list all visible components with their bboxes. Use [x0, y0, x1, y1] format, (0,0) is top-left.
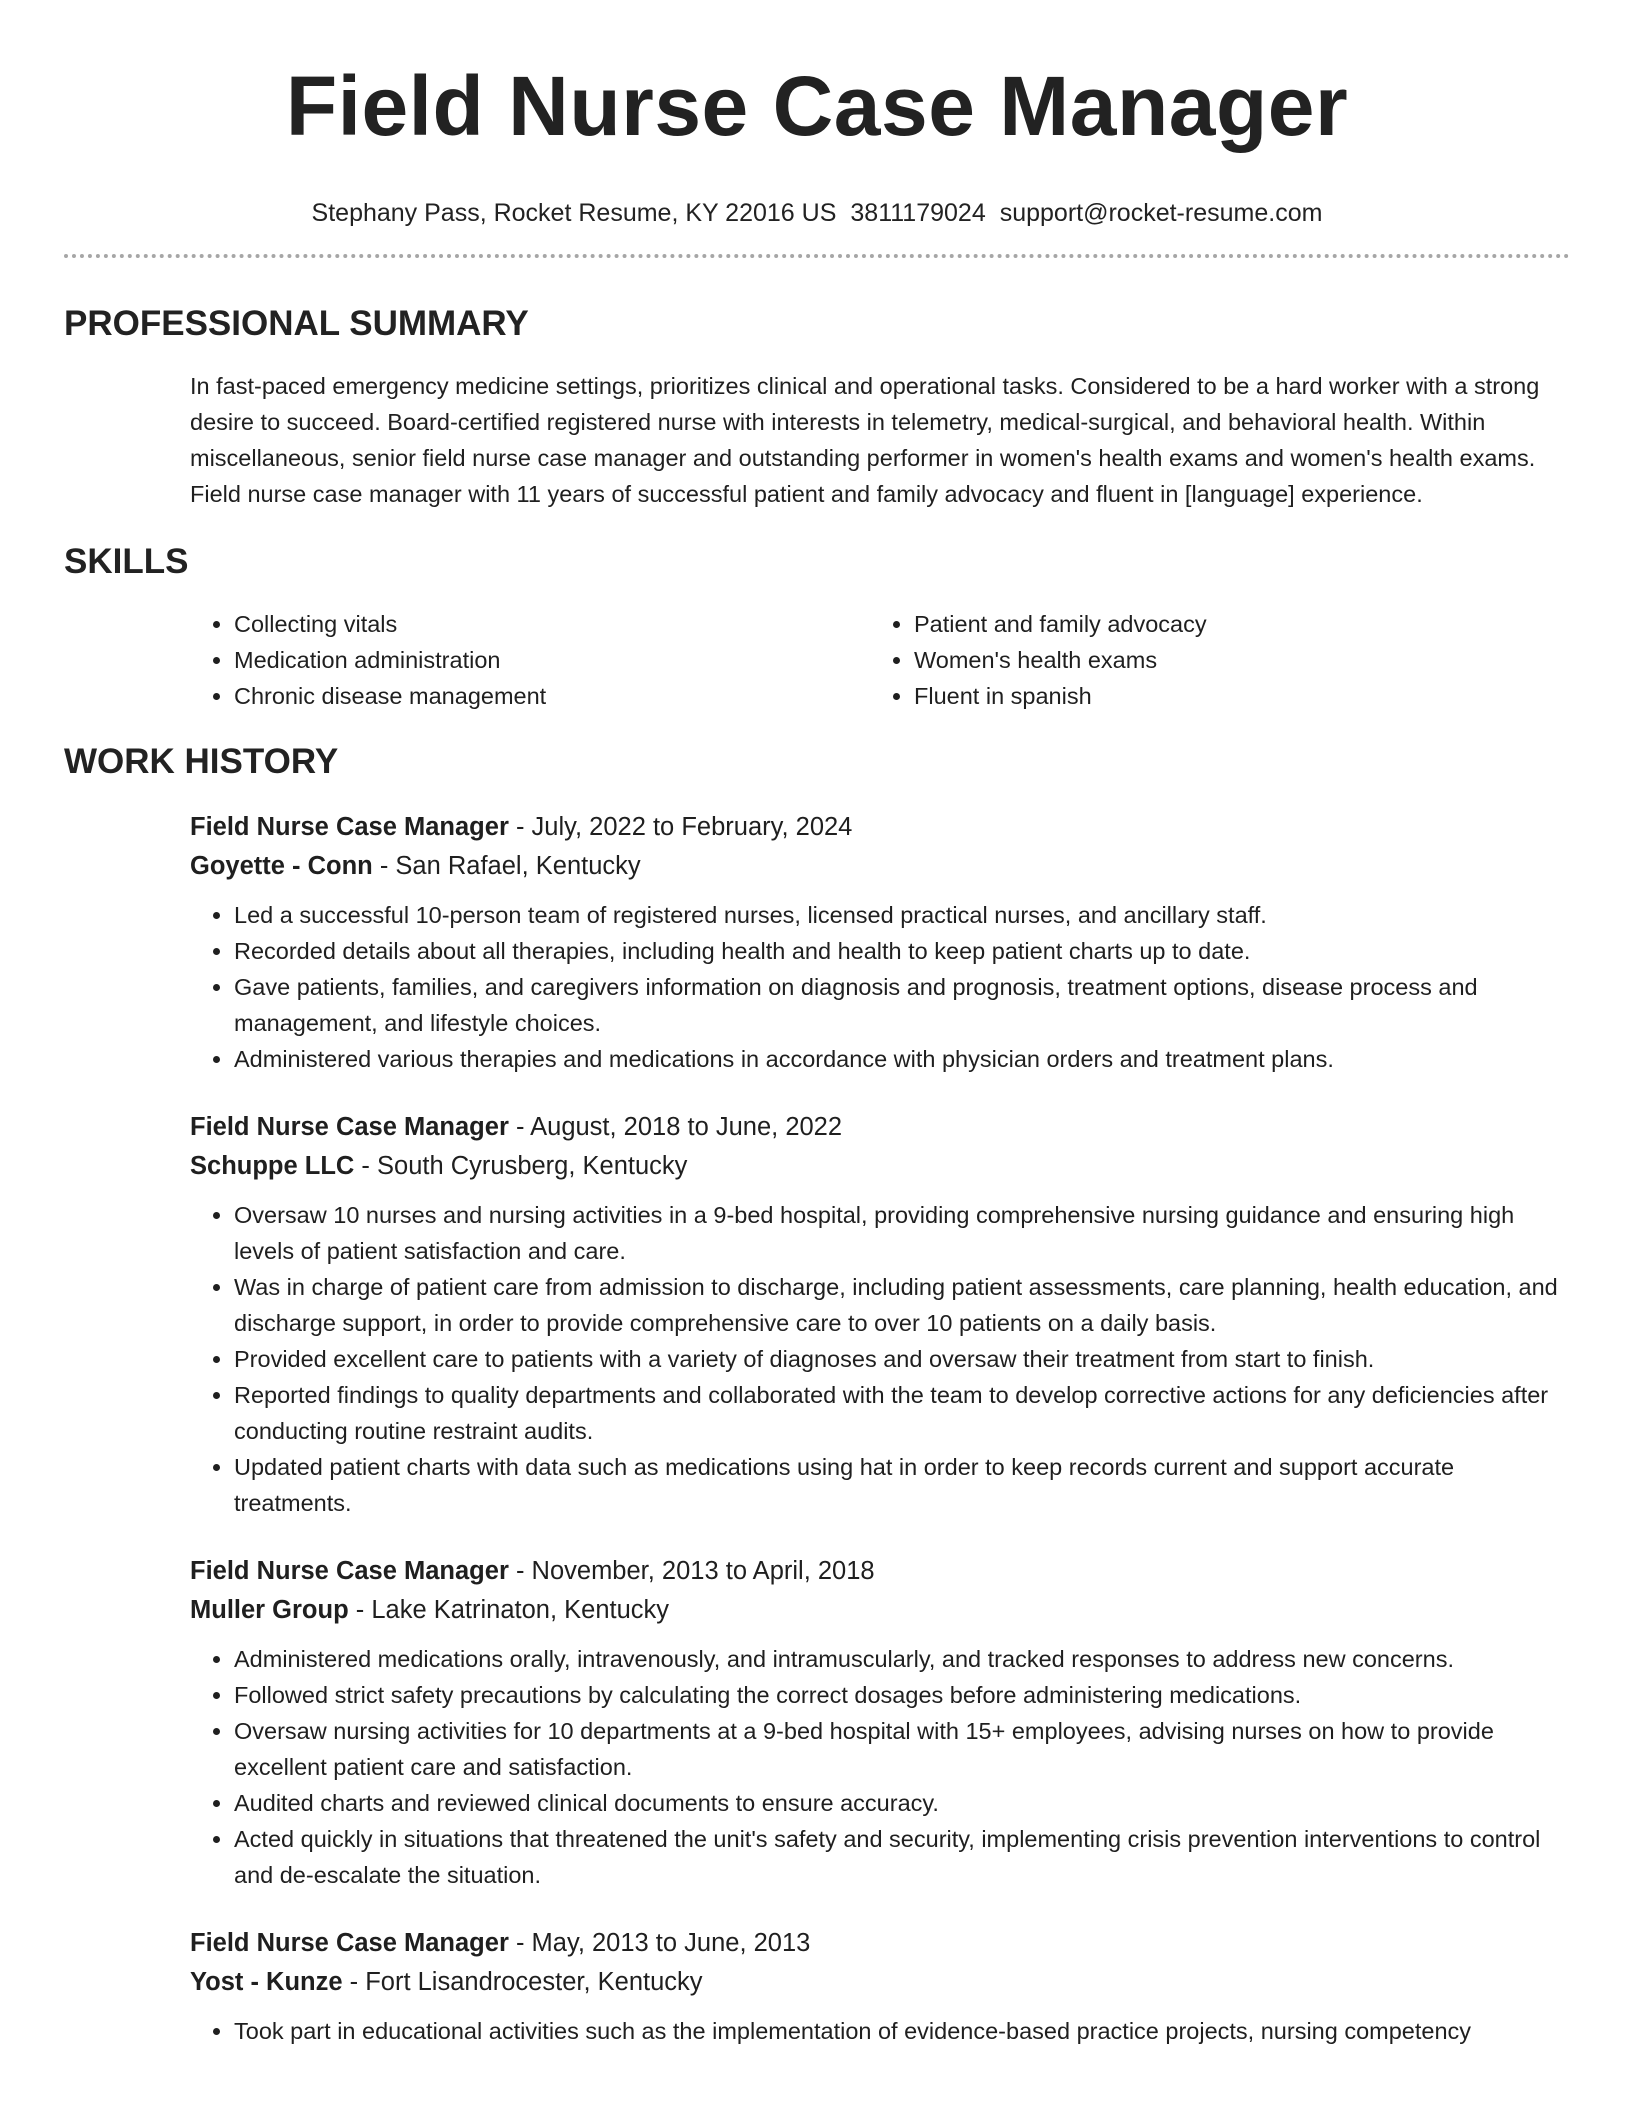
summary-heading: PROFESSIONAL SUMMARY	[64, 304, 529, 343]
contact-address: Stephany Pass, Rocket Resume, KY 22016 US	[311, 199, 837, 227]
job-company: Goyette - Conn	[190, 851, 373, 880]
job-bullet: • Was in charge of patient care from admission to discharge, including patient assessments, care planning, health education, and discharge support, in order to provide comprehensive care to over 10 patients on a daily basis.	[234, 1269, 1570, 1341]
job-entry	[190, 1108, 1570, 1521]
job-bullet: • Oversaw nursing activities for 10 departments at a 9-bed hospital with 15+ employees, advising nurses on how to provide excellent patient care and satisfaction.	[234, 1713, 1570, 1785]
job-bullet: • Recorded details about all therapies, including health and health to keep patient charts up to date.	[234, 933, 1570, 969]
job-dates: - November, 2013 to April, 2018	[508, 1557, 875, 1585]
job-location: - Fort Lisandrocester, Kentucky	[342, 1967, 703, 1996]
skill-item: • Collecting vitals	[234, 606, 870, 642]
skill-item: • Medication administration	[234, 642, 870, 678]
job-dates: - May, 2013 to June, 2013	[508, 1929, 811, 1957]
job-role: Field Nurse Case Manager	[190, 1113, 509, 1141]
job-company-line	[190, 1147, 1570, 1186]
skill-item: • Fluent in spanish	[914, 678, 1550, 714]
job-bullet: • Audited charts and reviewed clinical documents to ensure accuracy.	[234, 1785, 1570, 1821]
job-role-line	[190, 808, 1570, 847]
contact-line	[64, 198, 1570, 228]
job-bullets	[190, 897, 1570, 1077]
job-role-line	[190, 1552, 1570, 1591]
job-role: Field Nurse Case Manager	[190, 1929, 509, 1957]
header-divider	[64, 254, 1570, 258]
job-company: Yost - Kunze	[190, 1967, 343, 1996]
contact-email: support@rocket-resume.com	[999, 199, 1323, 227]
job-company-line	[190, 1591, 1570, 1630]
job-bullet: • Gave patients, families, and caregivers information on diagnosis and prognosis, treatment options, disease process and management, and lifestyle choices.	[234, 969, 1570, 1041]
job-company-line	[190, 1963, 1570, 2002]
job-company: Schuppe LLC	[190, 1151, 355, 1180]
skills-list-right	[870, 606, 1550, 714]
job-bullet: • Oversaw 10 nurses and nursing activities in a 9-bed hospital, providing comprehensive nursing guidance and ensuring high levels of patient satisfaction and care.	[234, 1197, 1570, 1269]
job-bullet: • Provided excellent care to patients with a variety of diagnoses and oversaw their treatment from start to finish.	[234, 1341, 1570, 1377]
work-history-heading: WORK HISTORY	[64, 742, 339, 781]
job-entry	[190, 1924, 1570, 2049]
job-bullet: • Acted quickly in situations that threatened the unit's safety and security, implementing crisis prevention interventions to control and de-escalate the situation.	[234, 1821, 1570, 1893]
job-company-line	[190, 847, 1570, 886]
job-bullets	[190, 1197, 1570, 1521]
job-location: - South Cyrusberg, Kentucky	[354, 1151, 688, 1180]
job-role: Field Nurse Case Manager	[190, 1557, 509, 1585]
job-entry	[190, 1552, 1570, 1893]
skills-grid	[190, 606, 1570, 714]
job-role-line	[190, 1924, 1570, 1963]
job-location: - Lake Katrinaton, Kentucky	[348, 1595, 670, 1624]
job-bullet: • Updated patient charts with data such as medications using hat in order to keep records current and support accurate treatments.	[234, 1449, 1570, 1521]
contact-phone: 3811179024	[850, 199, 986, 227]
skill-item: • Women's health exams	[914, 642, 1550, 678]
job-bullet: • Took part in educational activities such as the implementation of evidence-based practice projects, nursing competency	[234, 2013, 1570, 2049]
job-bullet: • Followed strict safety precautions by calculating the correct dosages before administering medications.	[234, 1677, 1570, 1713]
resume-page	[64, 0, 1570, 2049]
resume-name-title: Field Nurse Case Manager	[285, 59, 1349, 153]
work-history-list	[190, 808, 1570, 2049]
job-dates: - August, 2018 to June, 2022	[508, 1113, 843, 1141]
summary-text: In fast-paced emergency medicine settings, prioritizes clinical and operational tasks. Considered to be a hard worker with a strong desire to succeed. Board-certified registered nurse with interests in telemetry, medical-surgical, and behavioral health. Within miscellaneous, senior field nurse case manager and outstanding performer in women's health exams and women's health exams. Field nurse case manager with 11 years of successful patient and family advocacy and fluent in [language] experience.	[190, 373, 1540, 507]
job-bullets	[190, 2013, 1570, 2049]
job-entry	[190, 808, 1570, 1077]
skill-item: • Chronic disease management	[234, 678, 870, 714]
job-location: - San Rafael, Kentucky	[372, 851, 641, 880]
skill-item: • Patient and family advocacy	[914, 606, 1550, 642]
skills-list-left	[190, 606, 870, 714]
job-bullets	[190, 1641, 1570, 1893]
job-bullet: • Reported findings to quality departments and collaborated with the team to develop corrective actions for any deficiencies after conducting routine restraint audits.	[234, 1377, 1570, 1449]
job-dates: - July, 2022 to February, 2024	[508, 813, 853, 841]
job-role: Field Nurse Case Manager	[190, 813, 509, 841]
job-bullet: • Administered medications orally, intravenously, and intramuscularly, and tracked responses to address new concerns.	[234, 1641, 1570, 1677]
job-bullet: • Led a successful 10-person team of registered nurses, licensed practical nurses, and ancillary staff.	[234, 897, 1570, 933]
job-company: Muller Group	[190, 1595, 349, 1624]
job-role-line	[190, 1108, 1570, 1147]
skills-heading: SKILLS	[64, 542, 189, 581]
job-bullet: • Administered various therapies and medications in accordance with physician orders and treatment plans.	[234, 1041, 1570, 1077]
